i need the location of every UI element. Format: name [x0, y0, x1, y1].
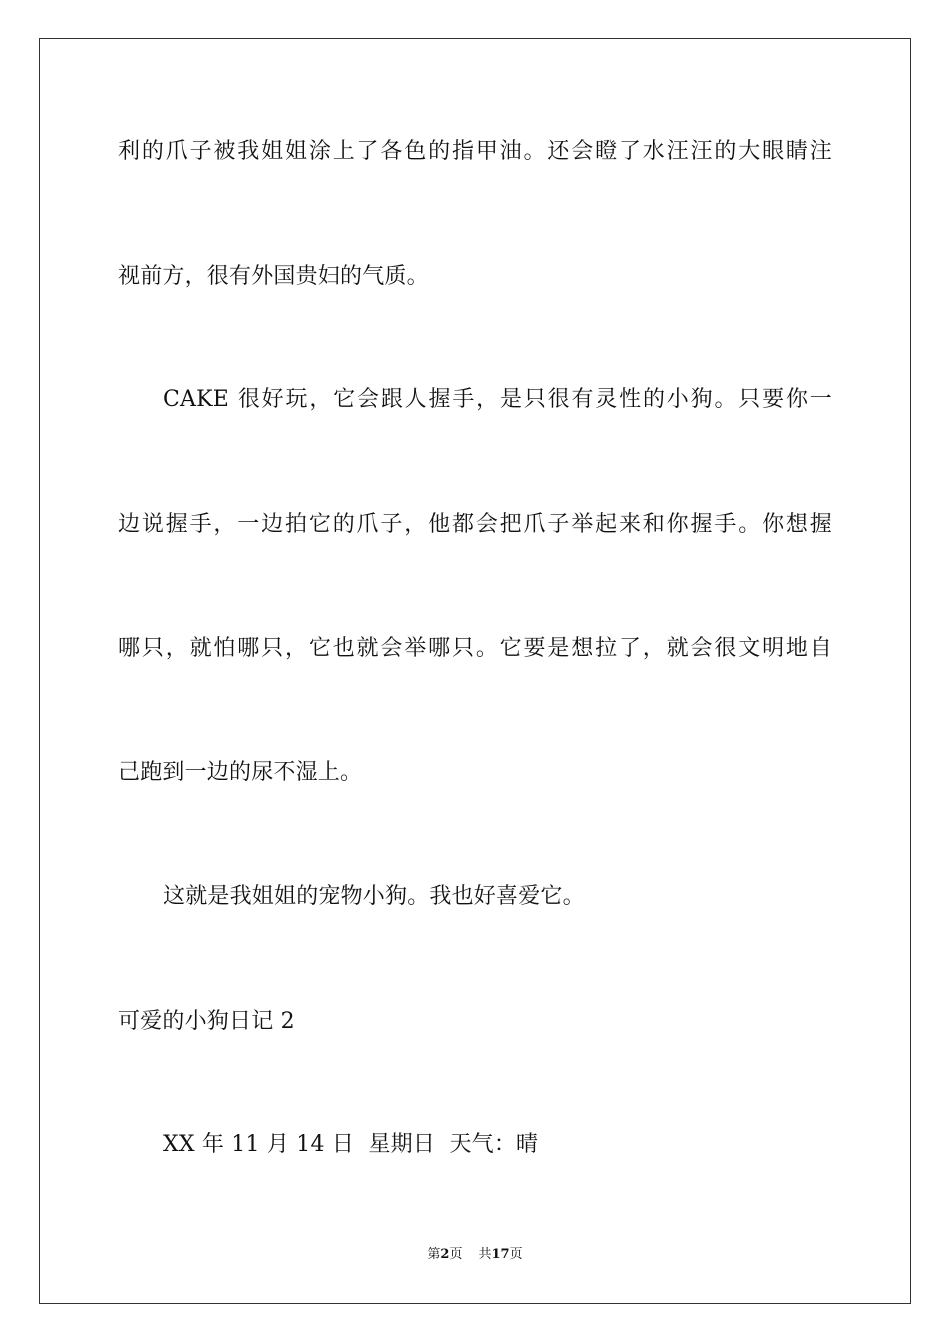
paragraph-line-7: 这就是我姐姐的宠物小狗。我也好喜爱它。	[163, 884, 585, 909]
section-heading: 可爱的小狗日记 2	[118, 1009, 295, 1034]
total-prefix: 共	[478, 1247, 492, 1262]
page-total: 17	[491, 1247, 510, 1262]
paragraph-line-6: 己跑到一边的尿不湿上。	[118, 760, 363, 785]
paragraph-line-1: 利的爪子被我姐姐涂上了各色的指甲油。还会瞪了水汪汪的大眼睛注	[118, 139, 832, 164]
page-current: 2	[440, 1247, 450, 1262]
diary-date-line: XX 年 11 月 14 日 星期日 天气：晴	[163, 1132, 539, 1157]
page-footer	[0, 1246, 950, 1264]
paragraph-line-2: 视前方，很有外国贵妇的气质。	[118, 264, 429, 289]
paragraph-line-5: 哪只，就怕哪只，它也就会举哪只。它要是想拉了，就会很文明地自	[118, 636, 832, 661]
page-suffix: 页	[449, 1247, 463, 1262]
paragraph-line-4: 边说握手，一边拍它的爪子，他都会把爪子举起来和你握手。你想握	[118, 512, 832, 537]
page-border	[39, 38, 911, 1304]
page-prefix: 第	[427, 1247, 441, 1262]
total-suffix: 页	[509, 1247, 523, 1262]
paragraph-line-3: CAKE 很好玩，它会跟人握手，是只很有灵性的小狗。只要你一	[163, 387, 832, 412]
